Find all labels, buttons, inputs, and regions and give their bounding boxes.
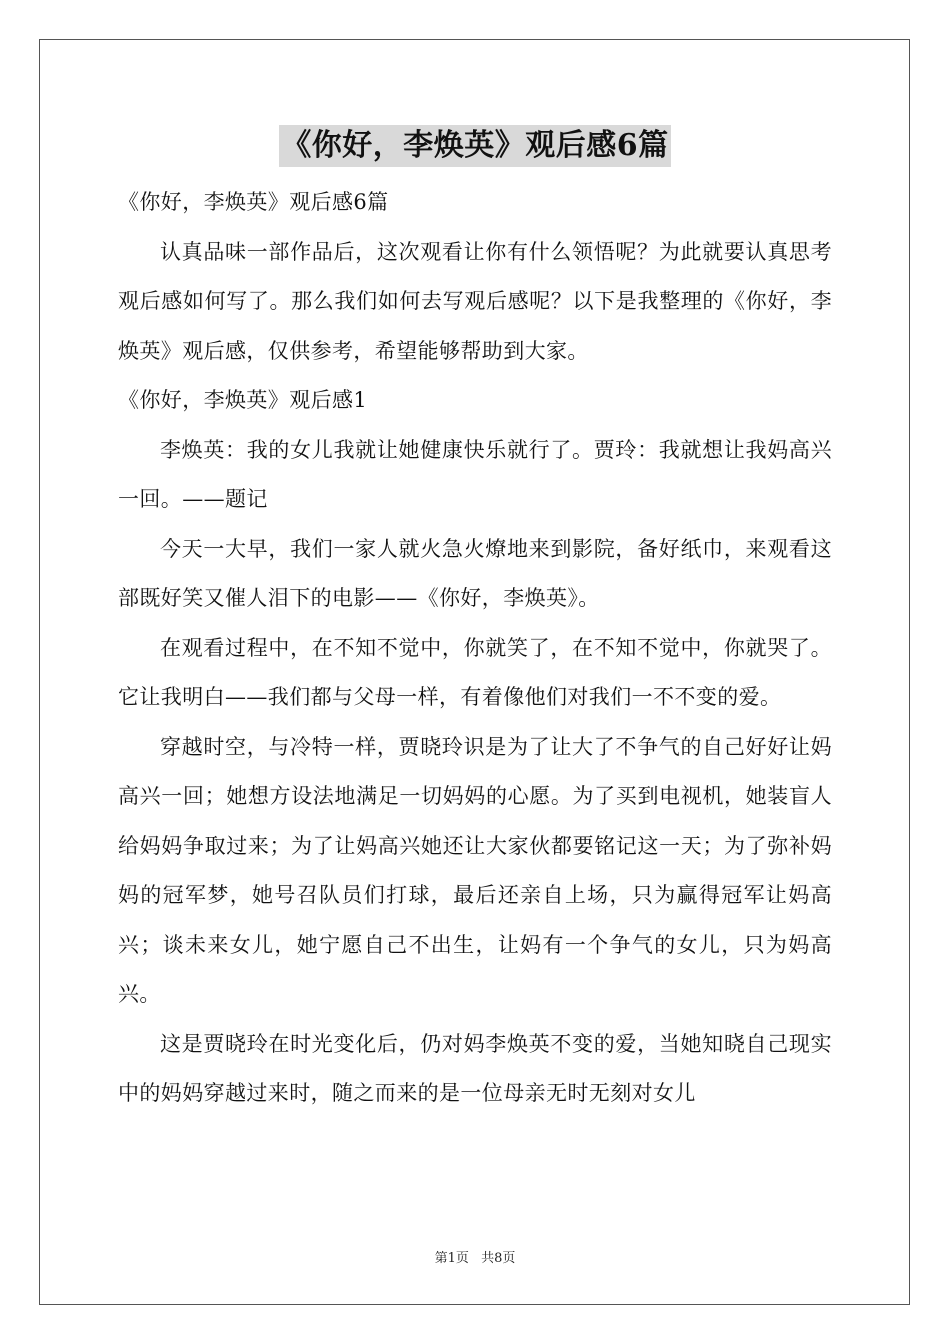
document-title: 《你好，李焕英》观后感6篇 [279, 125, 670, 167]
document-body [118, 178, 832, 1119]
paragraph: 这是贾晓玲在时光变化后，仍对妈李焕英不变的爱，当她知晓自己现实中的妈妈穿越过来时，随之而来的是一位母亲无时无刻对女儿 [118, 1031, 832, 1105]
page-number: 第1页 [434, 1251, 469, 1266]
page-footer [0, 1247, 950, 1266]
page-total: 共8页 [481, 1251, 516, 1266]
paragraph: 在观看过程中，在不知不觉中，你就笑了，在不知不觉中，你就哭了。它让我明白——我们都与父母一样，有着像他们对我们一不不变的爱。 [118, 635, 832, 709]
section-heading: 《你好，李焕英》观后感1 [118, 388, 368, 412]
paragraph: 认真品味一部作品后，这次观看让你有什么领悟呢？为此就要认真思考观后感如何写了。那么我们如何去写观后感呢？以下是我整理的《你好，李焕英》观后感，仅供参考，希望能够帮助到大家。 [118, 239, 832, 363]
title-container [0, 125, 950, 167]
paragraph: 《你好，李焕英》观后感6篇 [118, 190, 389, 214]
paragraph: 李焕英：我的女儿我就让她健康快乐就行了。贾玲：我就想让我妈高兴一回。——题记 [118, 437, 832, 511]
paragraph: 穿越时空，与冷特一样，贾晓玲识是为了让大了不争气的自己好好让妈高兴一回；她想方设法地满足一切妈妈的心愿。为了买到电视机，她装盲人给妈妈争取过来；为了让妈高兴她还让大家伙都要铭记这一天；为了弥补妈妈的冠军梦，她号召队员们打球，最后还亲自上场，只为赢得冠军让妈高兴；谈未来女儿，她宁愿自己不出生，让妈有一个争气的女儿，只为妈高兴。 [118, 734, 832, 1006]
paragraph: 今天一大早，我们一家人就火急火燎地来到影院，备好纸巾，来观看这部既好笑又催人泪下的电影——《你好，李焕英》。 [118, 536, 832, 610]
